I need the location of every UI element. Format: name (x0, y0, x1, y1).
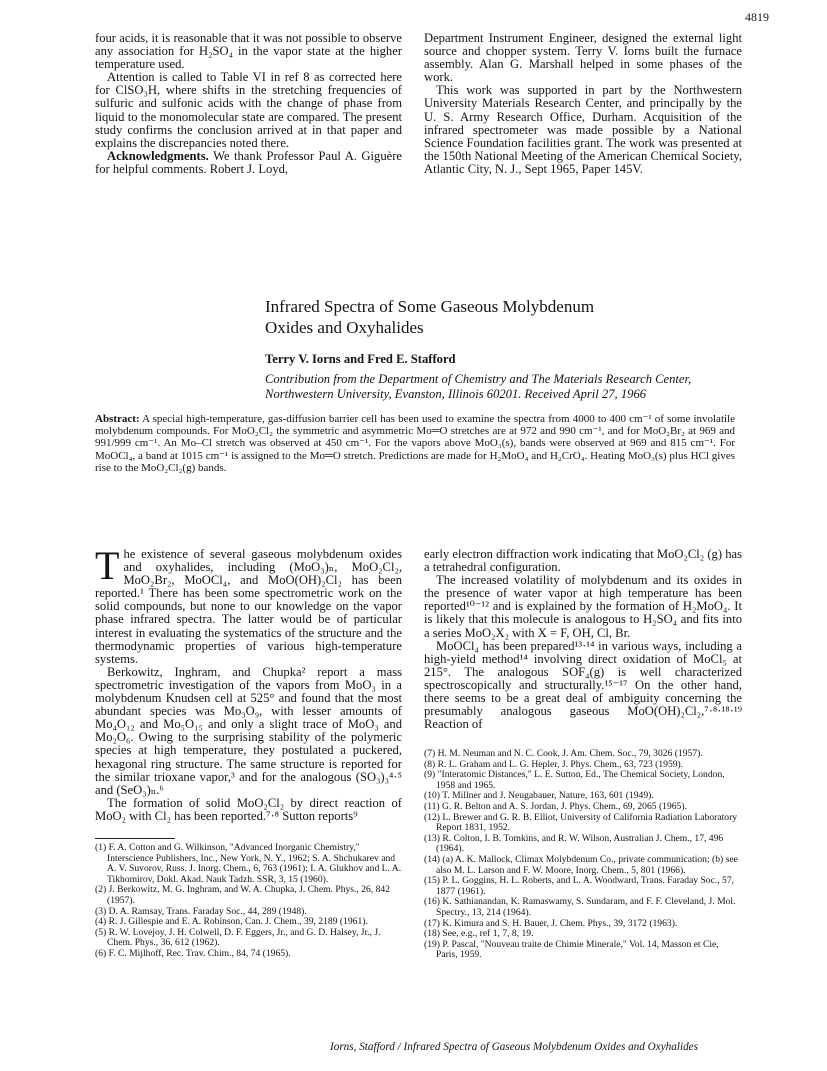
paragraph: Department Instrument Engineer, designed the external light source and chopper system. Terry V. Iorns built the furnace assembly. Alan G. Marshall helped in some phases of the work. (424, 31, 742, 85)
footnote: (6) F. C. Mijlhoff, Rec. Trav. Chim., 84, 74 (1965). (95, 947, 291, 959)
ack-label: Acknowledgments. (107, 148, 209, 163)
paragraph: MoOCl₄ has been prepared¹³·¹⁴ in various ways, including a high-yield method¹⁴ involving direct oxidation of MoCl₅ at 215°. The analogous SOF₄(g) is well characterized spectroscopically and structurally.¹⁵⁻¹⁷ On the other hand, there seems to be a great deal of ambiguity concerning the presumably analogous gaseous MoO(OH)₂Cl₂,⁷·⁸·¹⁸·¹⁹ Reaction of (424, 638, 742, 732)
body-right-column (424, 548, 742, 731)
acknowledgments-paragraph (95, 150, 402, 176)
abstract-label: Abstract: (95, 413, 140, 425)
abstract (95, 413, 735, 474)
paragraph: early electron diffraction work indicating that MoO₂Cl₂ (g) has a tetrahedral configuration. (424, 547, 742, 575)
footnote-rule (95, 838, 175, 839)
paragraph: Attention is called to Table VI in ref 8 as corrected here for ClSO₃H, where shifts in the stretching frequencies of sulfuric and sulfonic acids with the change of phase from liquid to the monomolecular state are compared. The present study confirms the conclusion arrived at in that paper and explains the discrepancies noted there. (95, 70, 402, 150)
page-number: 4819 (745, 10, 769, 24)
running-footer: Iorns, Stafford / Infrared Spectra of Gaseous Molybdenum Oxides and Oxyhalides (330, 1041, 698, 1053)
affiliation-line: Contribution from the Department of Chemistry and The Materials Research Center, (265, 372, 692, 386)
footnote: (13) R. Colton, I. B. Tomkins, and R. W. Wilson, Australian J. Chem., 17, 496 (1964). (424, 832, 724, 855)
paragraph: four acids, it is reasonable that it was not possible to observe any association for H₂SO₄ in the vapor state at the higher temperature used. (95, 31, 402, 72)
footnote: (2) J. Berkowitz, M. G. Inghram, and W. A. Chupka, J. Chem. Phys., 26, 842 (1957). (95, 884, 390, 906)
title-line: Oxides and Oxyhalides (265, 318, 424, 337)
footnotes-right (424, 749, 742, 961)
paragraph: The increased volatility of molybdenum and its oxides in the presence of water vapor at high temperature has been reported¹⁰⁻¹² and is explained by the formation of H₂MoO₄. It is likely that this molecule is analogous to H₂SO₄ and fits into a series MoO₂X₂ with X = F, OH, Cl, Br. (424, 573, 742, 640)
footnote: (16) K. Sathianandan, K. Ramaswamy, S. Sundaram, and F. F. Cleveland, J. Mol. Spectry., 13, 214 (1964). (424, 896, 736, 918)
ack-text: We thank Professor Paul A. Giguère for helpful comments. Robert J. Loyd, (95, 148, 402, 176)
footnote: (18) See, e.g., ref 1, 7, 8, 19. (424, 928, 534, 940)
footnote: (5) R. W. Lovejoy, J. H. Colwell, D. F. Eggers, Jr., and G. D. Halsey, Jr., J. Chem. Phys., 36, 612 (1962). (95, 926, 381, 949)
footnote: (14) (a) A. K. Mallock, Climax Molybdenum Co., private communication; (b) see also M. L. Larson and F. W. Moore, Inorg. Chem., 5, 801 (1966). (424, 853, 738, 876)
abstract-text: A special high-temperature, gas-diffusion barrier cell has been used to examine the spectra from 4000 to 400 cm⁻¹ of some involatile molybdenum compounds. For MoO₂Cl₂ the symmetric and asymmetric Mo═O stretches are at 972 and 990 cm⁻¹, and for MoO₂Br₂ at 969 and 991/999 cm⁻¹. An Mo–Cl stretch was observed at 450 cm⁻¹. For the vapors above MoO₃(s), bands were observed at 969 and 815 cm⁻¹. For MoOCl₄, a band at 1015 cm⁻¹ is assigned to the Mo═O stretch. Predictions are made for H₂MoO₄ and H₂CrO₄. Heating MoO₃(s) plus HCl gives rise to the MoO₂Cl₂(g) bands. (95, 413, 735, 474)
footnote: (1) F. A. Cotton and G. Wilkinson, "Advanced Inorganic Chemistry," Interscience Publishers, Inc., New York, N. Y., 1962; S. A. Shchukarev and A. V. Suvorov, Russ. J. Inorg. Chem., 6, 763 (1961); I. A. Glukhov and L. A. Tikhomirov, Dokl. Akad. Nauk Tadzh. SSR, 3, 15 (1960). (95, 842, 402, 885)
top-left-column (95, 32, 402, 176)
footnote: (17) K. Kimura and S. H. Bauer, J. Chem. Phys., 39, 3172 (1963). (424, 917, 678, 929)
affiliation-line: Northwestern University, Evanston, Illinois 60201. Received April 27, 1966 (265, 387, 647, 401)
footnote: (4) R. J. Gillespie and E. A. Robinson, Can. J. Chem., 39, 2189 (1961). (95, 916, 368, 928)
footnote: (3) D. A. Ramsay, Trans. Faraday Soc., 44, 289 (1948). (95, 905, 307, 917)
paragraph: This work was supported in part by the Northwestern University Materials Research Center, and principally by the U. S. Army Research Office, Durham. Acquisition of the infrared spectrometer was made possible by a National Science Foundation facilities grant. The work was presented at the 150th National Meeting of the American Chemical Society, Atlantic City, N. J., Sept 1965, Paper 145V. (424, 83, 742, 176)
footnote: (12) L. Brewer and G. R. B. Elliot, University of California Radiation Laboratory Report 1831, 1952. (424, 811, 738, 834)
footnote: (19) P. Pascal, "Nouveau traite de Chimie Minerale," Vol. 14, Masson et Cie, Paris, 1959. (424, 938, 719, 961)
title-line: Infrared Spectra of Some Gaseous Molybdenum (265, 297, 595, 316)
body-left-column (95, 543, 402, 823)
paragraph (95, 543, 402, 666)
affiliation (265, 372, 691, 402)
authors: Terry V. Iorns and Fred E. Stafford (265, 352, 456, 366)
paragraph: The formation of solid MoO₂Cl₂ by direct reaction of MoO₂ with Cl₂ has been reported.⁷·⁸ Sutton reports⁹ (95, 795, 402, 823)
paragraph: Berkowitz, Inghram, and Chupka² report a mass spectrometric investigation of the vapors from MoO₃ in a molybdenum Knudsen cell at 525° and found that the most abundant species was Mo₃O₉, with lesser amounts of Mo₄O₁₂ and Mo₅O₁₅ and only a slight trace of MoO₃ and Mo₂O₆. Owing to the surprising stability of the polymeric species at high temperature, they postulated a puckered, hexagonal ring structure. The same structure is reported for the similar trioxane vapor,³ and for the analogous (SO₃)₃⁴·⁵ and (SeO₃)ₙ.⁶ (95, 664, 402, 797)
article-title (265, 296, 594, 338)
footnotes-left (95, 843, 402, 960)
footnote: (7) H. M. Neuman and N. C. Cook, J. Am. Chem. Soc., 79, 3026 (1957). (424, 748, 703, 759)
top-right-column (424, 32, 742, 176)
paragraph-text: he existence of several gaseous molybdenum oxides and oxyhalides, including (MoO₃)ₙ, MoO₂Cl₂, MoO₂Br₂, MoOCl₄, and MoO(OH)₂Cl₂ has been reported.¹ There has been some spectrometric work on the solid compounds, but none to our knowledge on the vapor phase infrared spectra. The latter would be of particular interest in evaluating the systematics of the structure and the thermodynamic properties of various high-temperature systems. (95, 547, 402, 666)
footnote: (8) R. L. Graham and L. G. Hepler, J. Phys. Chem., 63, 723 (1959). (424, 758, 684, 770)
footnote: (15) P. L. Goggins, H. L. Roberts, and L. A. Woodward, Trans. Faraday Soc., 57, 1877 (1961). (424, 875, 735, 897)
footnote: (11) G. R. Belton and A. S. Jordan, J. Phys. Chem., 69, 2065 (1965). (424, 800, 687, 812)
drop-cap: T (95, 543, 120, 588)
footnote: (10) T. Millner and J. Neugabauer, Nature, 163, 601 (1949). (424, 790, 654, 802)
footnote: (9) "Interatomic Distances," L. E. Sutton, Ed., The Chemical Society, London, 1958 and 1965. (424, 769, 725, 791)
